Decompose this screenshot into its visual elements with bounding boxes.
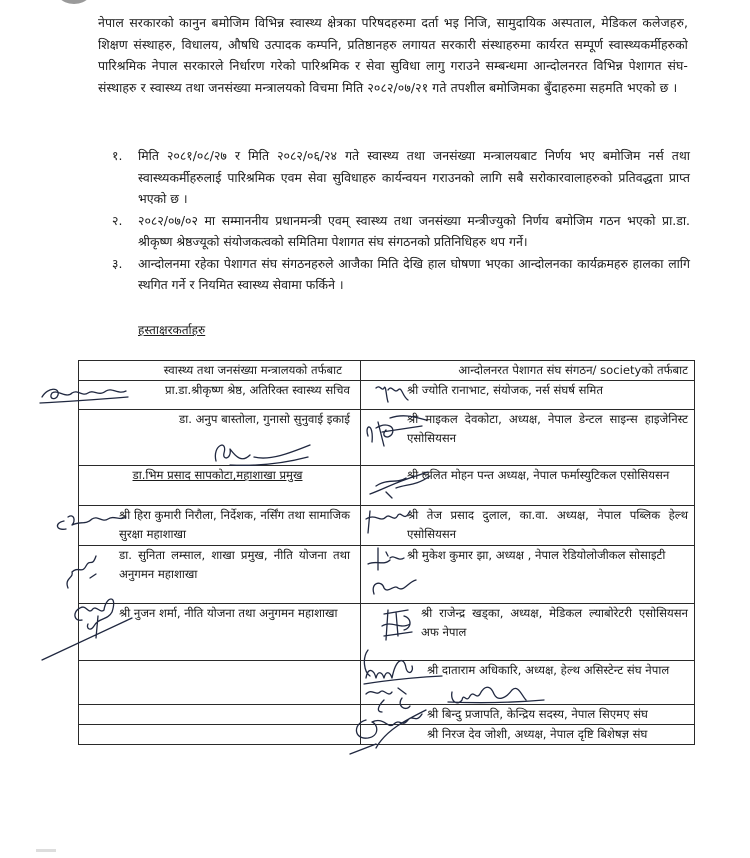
agreement-point bbox=[112, 145, 690, 210]
agreement-point bbox=[112, 210, 690, 253]
ministry-signatory: डा.भिम प्रसाद सापकोटा,महाशाखा प्रमुख bbox=[79, 466, 361, 506]
intro-paragraph: नेपाल सरकारको कानुन बमोजिम विभिन्न स्वास्थ्य क्षेत्रका परिषदहरुमा दर्ता भइ निजि, सामुदायिक अस्पताल, मेडिकल कलेजहरु, शिक्षण संस्थाहरु, विधालय, औषधि उत्पादक कम्पनि, प्रतिष्ठानहरु लगायत सरकारी संस्थाहरुमा कार्यरत सम्पूर्ण स्वास्थ्यकर्मीहरुको पारिश्रमिक नेपाल सरकारले निर्धारण गरेको पारिश्रमिक र सेवा सुविधा लागु गराउने सम्बन्धमा आन्दोलनरत विभिन्न पेशागत संघ-संस्थाहरु र स्वास्थ्य तथा जनसंख्या मन्त्रालयको विचमा मिति २०८२/०७/२१ गते तपशील बमोजिमका बुँदाहरुमा सहमति भएको छ । bbox=[98, 15, 688, 95]
point-text: आन्दोलनमा रहेका पेशागत संघ संगठनहरुले आजैका मिति देखि हाल घोषणा भएका आन्दोलनका कार्यक्रमहरु हालका लागि स्थगित गर्ने र नियमित स्वास्थ्य सेवामा फर्किने । bbox=[138, 255, 690, 292]
point-text: मिति २०८१/०८/२७ र मिति २०८२/०६/२४ गते स्वास्थ्य तथा जनसंख्या मन्त्रालयबाट निर्णय भए बमोजिम नर्स तथा स्वास्थ्यकर्मीहरुलाई पारिश्रमिक एवम सेवा सुविधाहरु कार्यन्वयन गराउनको लागि सबै सरोकारवालाहरुको प्रतिवद्धता प्राप्त भएको छ । bbox=[138, 148, 690, 206]
ministry-signatory: प्रा.डा.श्रीकृष्ण श्रेष्ठ, अतिरिक्त स्वास्थ्य सचिव bbox=[79, 381, 361, 410]
table-row bbox=[79, 725, 695, 745]
association-signatory: श्री तेज प्रसाद दुलाल, का.वा. अध्यक्ष, नेपाल पब्लिक हेल्थ एसोसियसन bbox=[361, 506, 695, 546]
ministry-signatory bbox=[79, 725, 361, 745]
association-signatory: श्री बिन्दु प्रजापति, केन्द्रिय सदस्य, नेपाल सिएमए संघ bbox=[361, 705, 695, 725]
ministry-signatory: श्री नुजन शर्मा, नीति योजना तथा अनुगमन महाशाखा bbox=[79, 604, 361, 661]
signatories-heading: हस्ताक्षरकर्ताहरु bbox=[138, 323, 206, 337]
association-signatory: श्री राजेन्द्र खड्का, अध्यक्ष, मेडिकल ल्याबोरेटरी एसोसियसन अफ नेपाल bbox=[361, 604, 695, 661]
ministry-signatory bbox=[79, 661, 361, 705]
table-row bbox=[79, 604, 695, 661]
table-row bbox=[79, 546, 695, 604]
association-signatory: श्री ज्योति रानाभाट, संयोजक, नर्स संघर्ष समित bbox=[361, 381, 695, 410]
ministry-signatory: श्री हिरा कुमारी निरौला, निर्देशक, नर्सिंग तथा सामाजिक सुरक्षा महाशाखा bbox=[79, 506, 361, 546]
page-edge-mark bbox=[36, 849, 56, 852]
header-ministry-side: स्वास्थ्य तथा जनसंख्या मन्त्रालयको तर्फबाट bbox=[79, 361, 361, 381]
agreement-point bbox=[112, 253, 690, 296]
table-row bbox=[79, 381, 695, 410]
table-row bbox=[79, 661, 695, 705]
point-number: २. bbox=[112, 212, 123, 228]
association-signatory: श्री दाताराम अधिकारि, अध्यक्ष, हेल्थ असिस्टेन्ट संघ नेपाल bbox=[361, 661, 695, 705]
table-row bbox=[79, 506, 695, 546]
header-association-side: आन्दोलनरत पेशागत संघ संगठन/ societyको तर्फबाट bbox=[361, 361, 695, 381]
association-signatory: श्री ललित मोहन पन्त अध्यक्ष, नेपाल फर्मास्युटिकल एसोसियसन bbox=[361, 466, 695, 506]
point-number: १. bbox=[112, 148, 123, 163]
point-text: २०८२/०७/०२ मा सम्माननीय प्रधानमन्त्री एवम् स्वास्थ्य तथा जनसंख्या मन्त्रीज्युको निर्णय बमोजिम गठन भएको प्रा.डा. श्रीकृष्ण श्रेष्ठज्यूको संयोजकत्वको समितिमा पेशागत संघ संगठनको प्रतिनिधिहरु थप गर्ने। bbox=[138, 212, 690, 249]
table-row bbox=[79, 466, 695, 506]
association-signatory: श्री माइकल देवकोटा, अध्यक्ष, नेपाल डेन्टल साइन्स हाइजेनिस्ट एसोसियसन bbox=[361, 410, 695, 466]
agreement-points bbox=[112, 145, 690, 296]
ministry-signatory bbox=[79, 705, 361, 725]
table-header-row bbox=[79, 361, 695, 381]
ministry-signatory: डा. अनुप बास्तोला, गुनासो सुनुवाई इकाई bbox=[79, 410, 361, 466]
ministry-signatory: डा. सुनिता लम्साल, शाखा प्रमुख, नीति योजना तथा अनुगमन महाशाखा bbox=[79, 546, 361, 604]
table-row bbox=[79, 705, 695, 725]
signatories-table bbox=[78, 360, 695, 745]
top-corner-mark bbox=[52, 0, 96, 4]
table-row bbox=[79, 410, 695, 466]
point-number: ३. bbox=[112, 255, 123, 271]
association-signatory: श्री निरज देव जोशी, अध्यक्ष, नेपाल दृष्टि बिशेषज्ञ संघ bbox=[361, 725, 695, 745]
association-signatory: श्री मुकेश कुमार झा, अध्यक्ष , नेपाल रेडियोलोजीकल सोसाइटी bbox=[361, 546, 695, 604]
